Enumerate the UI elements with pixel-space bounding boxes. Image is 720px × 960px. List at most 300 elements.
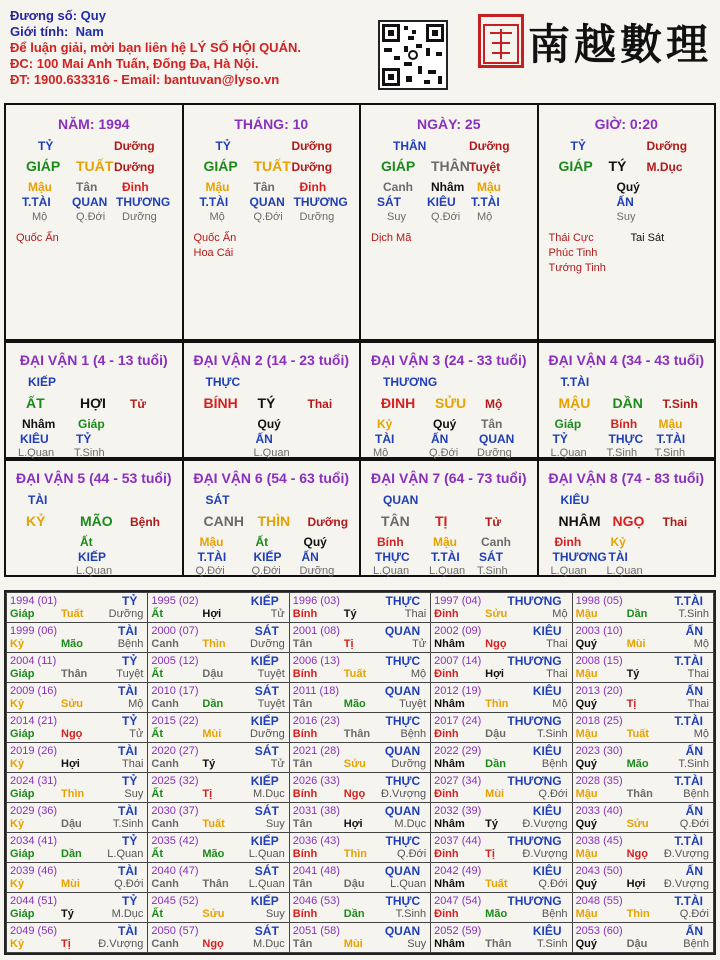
year-label: 2010 (17) (151, 685, 199, 697)
year-chi: Sửu (485, 608, 508, 620)
year-row (7, 923, 714, 953)
dai-van-god-stage: L.Quan (18, 447, 55, 459)
year-cell[interactable] (572, 623, 713, 653)
year-chi: Hợi (202, 608, 222, 620)
year-stage: Bệnh (541, 758, 568, 770)
year-star: SÁT (254, 804, 279, 818)
pillar-stage: Tuyệt (469, 160, 501, 174)
year-stage: Q.Đới (538, 878, 568, 890)
year-label: 2014 (21) (10, 715, 58, 727)
dai-van-stage: Dưỡng (307, 515, 349, 529)
year-stage: M.Dục (253, 938, 285, 950)
pillar-column (6, 105, 184, 339)
year-stage: Mộ (410, 668, 427, 680)
year-star: TỶ (122, 834, 138, 848)
year-cell[interactable] (572, 893, 713, 923)
year-chi: Thân (485, 938, 512, 950)
year-cell[interactable] (289, 833, 430, 863)
year-row (7, 653, 714, 683)
god-stage: Mộ (32, 211, 48, 223)
year-chi: Dần (485, 758, 506, 770)
year-stage: Suy (124, 788, 144, 800)
year-label: 1998 (05) (575, 595, 623, 607)
year-star: KIÊU (532, 864, 562, 878)
dai-van-stage: Tử (130, 397, 147, 411)
dai-van-cell (6, 343, 184, 457)
year-cell[interactable] (148, 623, 289, 653)
contact-line: Để luận giải, mời bạn liên hệ LÝ SỐ HỘI QUÁN. (10, 40, 301, 55)
year-cell[interactable] (7, 923, 148, 953)
dai-van-hidden: Bính (377, 535, 404, 549)
year-can: Tân (292, 758, 313, 770)
year-cell[interactable] (431, 773, 572, 803)
year-star: KIẾP (250, 714, 279, 728)
year-label: 2005 (12) (151, 655, 199, 667)
year-star: QUAN (384, 624, 421, 638)
dai-van-god: KIẾP (78, 550, 107, 564)
dai-van-chi: NGỌ (612, 513, 645, 529)
year-cell[interactable] (148, 683, 289, 713)
year-stage: Đ.Vượng (663, 878, 709, 890)
qr-code-icon[interactable] (378, 20, 448, 90)
dai-van-title: ĐẠI VẬN 2 (14 - 23 tuổi) (193, 352, 350, 368)
year-cell[interactable] (7, 863, 148, 893)
year-cell[interactable] (148, 713, 289, 743)
year-star: THƯƠNG (507, 654, 562, 668)
year-cell[interactable] (572, 833, 713, 863)
year-cell[interactable] (7, 743, 148, 773)
dai-van-stage: Tử (485, 515, 502, 529)
year-cell[interactable] (431, 653, 572, 683)
year-cell[interactable] (289, 773, 430, 803)
dai-van-god-stage: Q.Đới (251, 565, 281, 577)
year-chi: Sửu (626, 818, 649, 830)
year-label: 2052 (59) (434, 925, 482, 937)
year-label: 2042 (49) (434, 865, 482, 877)
dai-van-god-stage: L.Quan (253, 447, 290, 459)
year-star: TỶ (122, 654, 138, 668)
year-stage: Q.Đới (396, 848, 427, 860)
dai-van-god: THƯƠNG (552, 550, 607, 564)
year-cell[interactable] (148, 863, 289, 893)
dai-van-chi: DẦN (612, 395, 643, 411)
year-stage: Đ.Vượng (663, 848, 709, 860)
dai-van-cell (184, 461, 362, 575)
ten-god: THƯƠNG (116, 195, 171, 209)
dai-van-god-stage: T.Sinh (74, 447, 105, 459)
year-can: Đinh (434, 848, 459, 860)
year-cell[interactable] (148, 743, 289, 773)
year-stage: T.Sinh (536, 938, 568, 950)
year-cell[interactable] (289, 653, 430, 683)
year-stage: Dưỡng (391, 758, 427, 770)
dai-van-god: QUAN (479, 432, 515, 446)
year-row (7, 863, 714, 893)
year-label: 2044 (51) (10, 895, 58, 907)
year-cell[interactable] (289, 743, 430, 773)
dai-van-god: KIẾP (253, 550, 282, 564)
dai-van-hidden: Giáp (554, 417, 582, 431)
dai-van-row-1 (4, 341, 716, 459)
dai-van-stage: Thai (307, 397, 333, 411)
dai-van-god-stage: Dưỡng (299, 565, 335, 577)
year-label: 2051 (58) (292, 925, 340, 937)
year-stage: T.Sinh (536, 728, 568, 740)
dai-van-title: ĐẠI VẬN 7 (64 - 73 tuổi) (370, 470, 527, 486)
year-cell[interactable] (572, 923, 713, 953)
year-can: Bính (292, 908, 318, 920)
year-chi: Thìn (626, 908, 650, 920)
year-label: 2024 (31) (10, 775, 58, 787)
dai-van-stage: Thai (662, 515, 688, 529)
year-label: 2039 (46) (10, 865, 58, 877)
year-label: 2008 (15) (575, 655, 623, 667)
year-cell[interactable] (289, 623, 430, 653)
year-cell[interactable] (7, 623, 148, 653)
ten-god: QUAN (249, 195, 285, 209)
year-row (7, 773, 714, 803)
year-chi: Tuất (61, 608, 84, 620)
year-can: Giáp (10, 848, 35, 860)
year-cell[interactable] (431, 593, 572, 623)
year-chi: Thìn (61, 788, 85, 800)
year-chi: Dần (61, 848, 82, 860)
hidden-stem: Đinh (299, 180, 327, 194)
year-cell[interactable] (148, 653, 289, 683)
year-cell[interactable] (148, 833, 289, 863)
year-can: Đinh (434, 608, 459, 620)
year-label: 2048 (55) (575, 895, 623, 907)
year-cell[interactable] (148, 923, 289, 953)
year-cell[interactable] (7, 593, 148, 623)
year-cell[interactable] (7, 683, 148, 713)
year-stage: L.Quan (390, 878, 427, 890)
pillar-note: Tướng Tinh (548, 262, 606, 274)
year-cell[interactable] (572, 653, 713, 683)
pillar-note: Phúc Tinh (548, 247, 598, 259)
year-stage: L.Quan (107, 848, 144, 860)
year-stage: Mộ (128, 698, 144, 710)
year-can: Canh (151, 698, 179, 710)
year-chi: Dậu (61, 818, 82, 830)
year-cell[interactable] (148, 803, 289, 833)
dai-van-hidden: Kỷ (610, 535, 626, 549)
dai-van-hidden: Nhâm (22, 417, 56, 431)
pillar-note: Thái Cực (548, 232, 594, 244)
ten-god: T.TÀI (199, 195, 229, 209)
year-cell[interactable] (431, 863, 572, 893)
year-star: ẤN (685, 684, 703, 698)
year-can: Bính (292, 668, 318, 680)
hidden-stem: Mậu (477, 180, 501, 194)
year-stage: Bệnh (683, 938, 709, 950)
dai-van-hidden: Canh (481, 535, 511, 549)
dai-van-god-stage: Mộ (373, 447, 389, 459)
year-can: Canh (151, 638, 179, 650)
year-can: Mậu (575, 848, 598, 860)
year-cell[interactable] (431, 833, 572, 863)
year-star: KIẾP (250, 594, 279, 608)
year-chi: Mão (485, 908, 508, 920)
year-cell[interactable] (148, 893, 289, 923)
year-chi: Sửu (343, 758, 366, 770)
dai-van-can: KỶ (26, 513, 46, 529)
ten-god: T.TÀI (471, 195, 500, 209)
year-can: Tân (292, 938, 313, 950)
year-stage: Mộ (552, 608, 568, 620)
year-can: Đinh (434, 728, 459, 740)
year-cell[interactable] (572, 863, 713, 893)
year-chi: Thân (61, 668, 88, 680)
dai-van-cell (361, 343, 539, 457)
year-can: Tân (292, 638, 313, 650)
year-label: 2045 (52) (151, 895, 199, 907)
year-cell[interactable] (7, 803, 148, 833)
year-chi: Mùi (485, 788, 505, 800)
year-label: 1996 (03) (292, 595, 340, 607)
year-label: 2037 (44) (434, 835, 482, 847)
dai-van-god: T.TÀI (656, 432, 686, 446)
year-can: Nhâm (434, 818, 465, 830)
year-can: Tân (292, 878, 313, 890)
year-star: T.TÀI (674, 714, 703, 728)
pillar-stage-top: Dưỡng (469, 139, 510, 153)
dai-van-god-stage: Q.Đới (429, 447, 459, 459)
year-stage: Đ.Vượng (522, 818, 568, 830)
dai-van-hidden: Mậu (433, 535, 457, 549)
year-cell[interactable] (572, 803, 713, 833)
year-star: QUAN (384, 924, 421, 938)
year-cell[interactable] (7, 773, 148, 803)
year-cell[interactable] (289, 923, 430, 953)
year-stage: Thai (687, 698, 709, 710)
year-stage: Suy (265, 908, 285, 920)
year-can: Giáp (10, 908, 35, 920)
year-label: 2049 (56) (10, 925, 58, 937)
year-can: Mậu (575, 788, 598, 800)
year-cell[interactable] (148, 773, 289, 803)
year-label: 2018 (25) (575, 715, 623, 727)
year-chi: Mão (202, 848, 225, 860)
year-cell[interactable] (572, 743, 713, 773)
year-stage: Dưỡng (250, 638, 285, 650)
dai-van-god: TỶ (76, 432, 92, 446)
year-can: Mậu (575, 908, 598, 920)
year-chi: Sửu (61, 698, 84, 710)
year-can: Đinh (434, 908, 459, 920)
year-cell[interactable] (289, 803, 430, 833)
year-label: 1995 (02) (151, 595, 199, 607)
year-row (7, 743, 714, 773)
year-stage: T.Sinh (678, 608, 709, 620)
year-star: TÀI (118, 744, 138, 758)
year-star: ẤN (685, 744, 703, 758)
year-label: 2004 (11) (10, 655, 57, 667)
year-label: 2015 (22) (151, 715, 199, 727)
year-chi: Tuất (485, 878, 508, 890)
year-chi: Thìn (202, 638, 226, 650)
year-label: 2000 (07) (151, 625, 199, 637)
dai-van-star: KIÊU (560, 493, 590, 507)
year-cell[interactable] (148, 593, 289, 623)
dai-van-title: ĐẠI VẬN 3 (24 - 33 tuổi) (370, 352, 527, 368)
pillar-can: GIÁP (558, 158, 593, 174)
year-star: KIÊU (532, 684, 562, 698)
dai-van-cell (539, 343, 715, 457)
year-chi: Mùi (626, 638, 646, 650)
year-cell[interactable] (431, 743, 572, 773)
god-stage: Q.Đới (253, 211, 283, 223)
year-star: T.TÀI (674, 594, 703, 608)
dai-van-can: NHÂM (558, 513, 601, 529)
year-chi: Mão (626, 758, 649, 770)
year-stage: Q.Đới (538, 788, 568, 800)
year-cell[interactable] (7, 653, 148, 683)
year-star: T.TÀI (674, 834, 703, 848)
year-star: QUAN (384, 804, 421, 818)
year-can: Kỷ (10, 818, 25, 830)
year-cell[interactable] (7, 893, 148, 923)
year-cell[interactable] (7, 833, 148, 863)
seal-stamp-icon (478, 14, 524, 68)
dai-van-god: TÀI (608, 550, 628, 564)
year-can: Nhâm (434, 938, 465, 950)
dai-van-god: THỰC (608, 432, 644, 446)
pillar-column (184, 105, 362, 339)
header-info (10, 8, 301, 88)
dai-van-can: ĐINH (381, 395, 416, 411)
dai-van-row-2 (4, 459, 716, 577)
dai-van-hidden: Ất (80, 535, 93, 549)
dai-van-god-stage: Dưỡng (477, 447, 512, 459)
year-star: TỶ (122, 594, 138, 608)
year-cell[interactable] (289, 863, 430, 893)
dai-van-can: TÂN (381, 513, 410, 529)
dai-van-star: THỰC (205, 375, 241, 389)
year-star: QUAN (384, 744, 421, 758)
dai-van-god: TỶ (552, 432, 568, 446)
year-stage: Q.Đới (679, 818, 709, 830)
year-label: 2016 (23) (292, 715, 340, 727)
dai-van-cell (6, 461, 184, 575)
year-star: TÀI (118, 624, 138, 638)
year-stage: Q.Đới (114, 878, 144, 890)
year-cell[interactable] (431, 803, 572, 833)
year-cell[interactable] (572, 683, 713, 713)
year-chi: Ngọ (485, 638, 507, 650)
year-chi: Dậu (485, 728, 506, 740)
dai-van-star: QUAN (383, 493, 419, 507)
pillar-chi: THÂN (431, 158, 470, 174)
year-chi: Dần (202, 698, 224, 710)
ten-god: ẤN (616, 195, 634, 209)
year-can: Kỷ (10, 878, 25, 890)
year-label: 2020 (27) (151, 745, 199, 757)
year-cell[interactable] (431, 683, 572, 713)
year-label: 2035 (42) (151, 835, 199, 847)
year-label: 2034 (41) (10, 835, 58, 847)
pillar-stage: Dưỡng (114, 160, 155, 174)
year-stage: Thai (546, 638, 568, 650)
year-cell[interactable] (7, 713, 148, 743)
year-star: SÁT (254, 624, 279, 638)
year-chi: Tuất (343, 668, 367, 680)
year-row (7, 833, 714, 863)
year-cell[interactable] (431, 923, 572, 953)
year-can: Kỷ (10, 638, 25, 650)
year-stage: Tử (412, 638, 427, 650)
year-star: THƯƠNG (507, 834, 562, 848)
year-label: 2026 (33) (292, 775, 340, 787)
year-can: Quý (575, 758, 597, 770)
year-label: 2041 (48) (292, 865, 340, 877)
pillar-chi: TUẤT (253, 158, 291, 174)
year-chi: Ngọ (343, 788, 366, 800)
year-star: SÁT (254, 924, 279, 938)
year-label: 2027 (34) (434, 775, 482, 787)
dai-van-can: BÍNH (203, 395, 238, 411)
pillar-chi: TÝ (608, 158, 627, 174)
dai-van-hidden: Kỷ (377, 417, 393, 431)
year-star: THỰC (385, 774, 421, 788)
dai-van-cell (361, 461, 539, 575)
year-row (7, 623, 714, 653)
year-cell[interactable] (289, 683, 430, 713)
year-cell[interactable] (289, 713, 430, 743)
year-cell[interactable] (431, 893, 572, 923)
year-cell[interactable] (289, 593, 430, 623)
dai-van-star: T.TÀI (560, 375, 590, 389)
year-can: Nhâm (434, 698, 465, 710)
year-label: 2002 (09) (434, 625, 482, 637)
year-chi: Ngọ (626, 848, 648, 860)
year-chi: Tý (485, 818, 499, 830)
year-cell[interactable] (431, 623, 572, 653)
year-star: QUAN (384, 684, 421, 698)
year-star: THỰC (385, 594, 421, 608)
year-cell[interactable] (289, 893, 430, 923)
dai-van-god: KIÊU (20, 432, 49, 446)
dai-van-title: ĐẠI VẬN 5 (44 - 53 tuổi) (15, 470, 172, 486)
pillar-column (361, 105, 539, 339)
year-cell[interactable] (572, 713, 713, 743)
year-can: Bính (292, 608, 318, 620)
hidden-stem: Mậu (205, 180, 230, 194)
hidden-stem: Tân (253, 180, 275, 194)
pillar-note-right: Tai Sát (630, 232, 665, 244)
year-cell[interactable] (431, 713, 572, 743)
year-stage: Tử (270, 758, 285, 770)
year-label: 2030 (37) (151, 805, 199, 817)
year-cell[interactable] (572, 593, 713, 623)
year-chi: Thân (202, 878, 229, 890)
year-chi: Tuất (626, 728, 649, 740)
pillar-stage: M.Dục (646, 160, 683, 174)
year-can: Ất (151, 668, 163, 680)
year-stage: Tử (129, 728, 144, 740)
year-star: THƯƠNG (507, 714, 562, 728)
ten-god: KIÊU (427, 195, 456, 209)
brand-logo: 南越數理 (528, 20, 713, 69)
year-can: Giáp (10, 728, 35, 740)
year-chi: Tý (343, 608, 357, 620)
year-cell[interactable] (572, 773, 713, 803)
year-chi: Dần (343, 908, 365, 920)
year-label: 2050 (57) (151, 925, 199, 937)
year-can: Ất (151, 788, 163, 800)
year-can: Kỷ (10, 698, 25, 710)
year-chi: Mùi (343, 938, 363, 950)
